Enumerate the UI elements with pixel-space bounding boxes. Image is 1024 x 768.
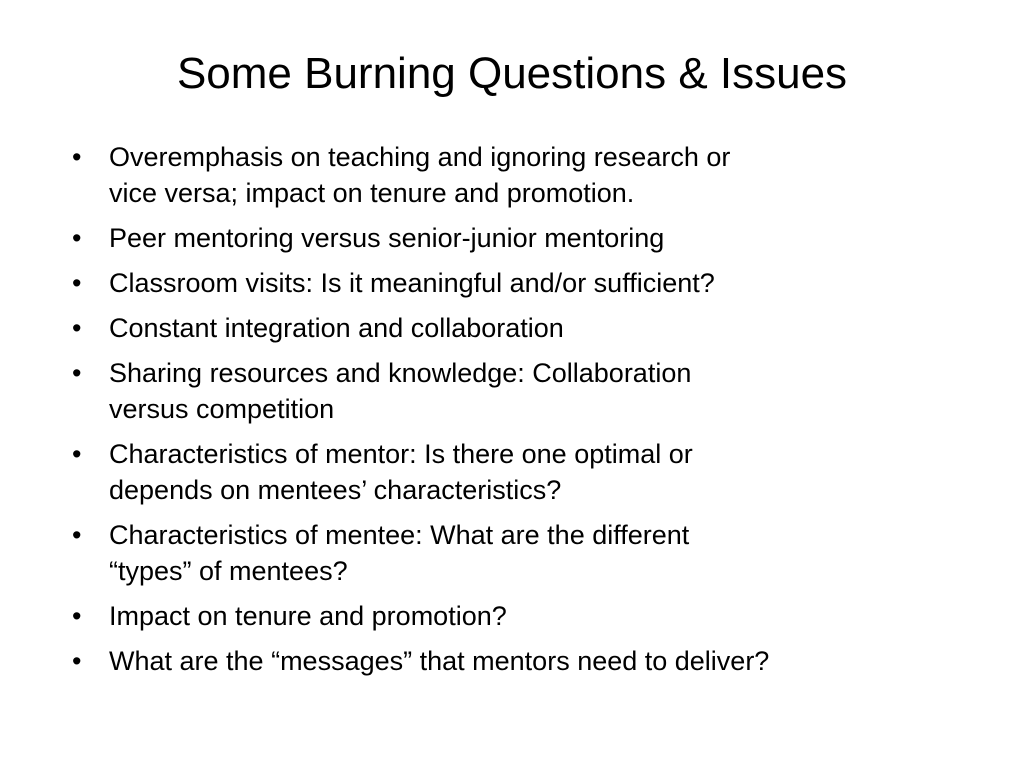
bullet-item <box>72 265 972 301</box>
bullet-text-line: Characteristics of mentee: What are the different <box>109 520 690 550</box>
bullet-item <box>72 436 972 508</box>
bullet-icon: • <box>72 520 82 550</box>
bullet-icon: • <box>72 646 82 676</box>
bullet-icon: • <box>72 268 82 298</box>
bullet-item <box>72 643 972 679</box>
bullet-text-line: What are the “messages” that mentors need to deliver? <box>109 646 770 676</box>
bullet-text-line: Sharing resources and knowledge: Collaboration <box>109 358 692 388</box>
bullet-text-line: Characteristics of mentor: Is there one optimal or <box>109 439 693 469</box>
bullet-text-line: “types” of mentees? <box>109 556 348 586</box>
bullet-icon: • <box>72 439 82 469</box>
bullet-text-line: versus competition <box>109 394 335 424</box>
bullet-item <box>72 517 972 589</box>
bullet-item <box>72 220 972 256</box>
bullet-text-line: depends on mentees’ characteristics? <box>109 475 562 505</box>
bullet-text-line: Impact on tenure and promotion? <box>109 601 507 631</box>
bullet-text-line: Overemphasis on teaching and ignoring research or <box>109 142 731 172</box>
bullet-text-line: vice versa; impact on tenure and promotion. <box>109 178 635 208</box>
bullet-icon: • <box>72 142 82 172</box>
bullet-item <box>72 355 972 427</box>
bullet-item <box>72 139 972 211</box>
bullet-icon: • <box>72 223 82 253</box>
bullet-text-line: Peer mentoring versus senior-junior mentoring <box>109 223 665 253</box>
bullet-item <box>72 310 972 346</box>
bullet-text-line: Classroom visits: Is it meaningful and/or sufficient? <box>109 268 715 298</box>
bullet-text-line: Constant integration and collaboration <box>109 313 564 343</box>
bullet-item <box>72 598 972 634</box>
bullet-list <box>72 139 972 688</box>
slide-title: Some Burning Questions & Issues <box>176 49 848 98</box>
bullet-icon: • <box>72 601 82 631</box>
bullet-icon: • <box>72 313 82 343</box>
bullet-icon: • <box>72 358 82 388</box>
